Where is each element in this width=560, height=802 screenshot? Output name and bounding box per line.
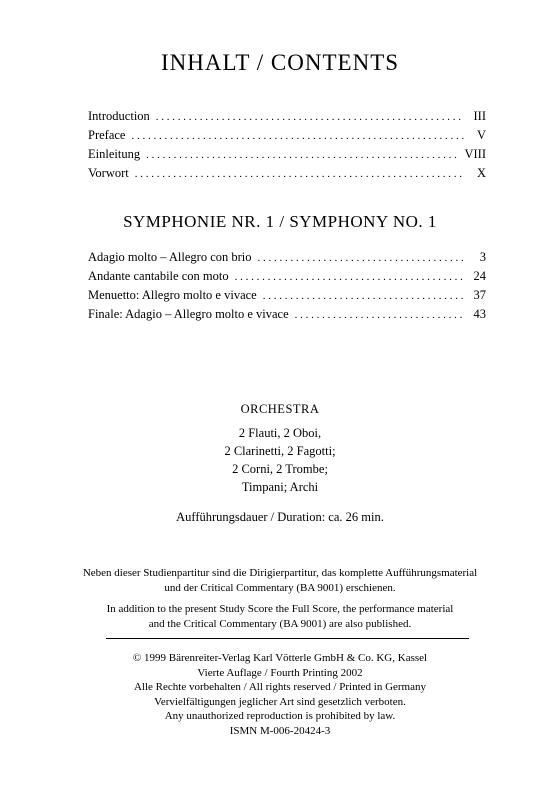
toc-entry-page: 43 <box>473 307 486 321</box>
symphony-title: SYMPHONIE NR. 1 / SYMPHONY NO. 1 <box>123 212 437 231</box>
toc-leader-dots <box>258 249 464 268</box>
imprint-line: Vierte Auflage / Fourth Printing 2002 <box>197 666 363 679</box>
toc-leader-dots <box>146 146 458 165</box>
imprint-line: Any unauthorized reproduction is prohibited by law. <box>164 710 396 722</box>
movements-toc <box>88 248 486 324</box>
toc-entry-page: 24 <box>473 269 486 283</box>
toc-entry-einleitung[interactable] <box>88 145 486 164</box>
toc-entry-movement-1[interactable] <box>88 248 486 267</box>
note-line: Neben dieser Studienpartitur sind die Dirigierpartitur, das komplette Aufführungsmaterial <box>82 567 478 579</box>
imprint-line: Vervielfältigungen jeglicher Art sind gesetzlich verboten. <box>154 695 406 708</box>
performance-duration: Aufführungsdauer / Duration: ca. 26 min. <box>176 510 384 524</box>
toc-entry-page: X <box>476 166 486 180</box>
imprint-line: © 1999 Bärenreiter-Verlag Karl Vötterle GmbH & Co. KG, Kassel <box>132 652 428 664</box>
toc-entry-label: Finale: Adagio – Allegro molto e vivace <box>88 307 289 321</box>
orchestra-instrumentation <box>0 424 560 496</box>
toc-entry-page: 3 <box>479 250 486 264</box>
toc-entry-label: Preface <box>88 128 126 142</box>
imprint-line: Alle Rechte vorbehalten / All rights reserved / Printed in Germany <box>133 681 427 693</box>
english-availability-note <box>0 602 560 632</box>
toc-leader-dots <box>295 306 464 325</box>
front-matter-toc <box>88 107 486 183</box>
toc-entry-label: Andante cantabile con moto <box>88 269 229 283</box>
toc-entry-movement-4[interactable] <box>88 305 486 324</box>
orchestra-heading: ORCHESTRA <box>240 402 320 416</box>
orchestra-line: 2 Clarinetti, 2 Fagotti; <box>224 444 336 458</box>
toc-entry-label: Einleitung <box>88 147 141 161</box>
toc-entry-movement-2[interactable] <box>88 267 486 286</box>
toc-entry-movement-3[interactable] <box>88 286 486 305</box>
note-line: In addition to the present Study Score the Full Score, the performance material <box>106 603 454 615</box>
toc-entry-label: Menuetto: Allegro molto e vivace <box>88 288 257 302</box>
page-title: INHALT / CONTENTS <box>160 50 400 75</box>
note-line: und der Critical Commentary (BA 9001) erschienen. <box>164 582 396 594</box>
toc-entry-preface[interactable] <box>88 126 486 145</box>
toc-leader-dots <box>263 287 464 306</box>
toc-entry-page: III <box>473 109 486 123</box>
copyright-imprint <box>0 651 560 738</box>
orchestra-line: Timpani; Archi <box>241 480 319 494</box>
orchestra-line: 2 Corni, 2 Trombe; <box>232 462 328 476</box>
toc-entry-page: 37 <box>473 288 486 302</box>
toc-entry-introduction[interactable] <box>88 107 486 126</box>
toc-entry-page: VIII <box>464 147 486 161</box>
toc-leader-dots <box>135 165 464 184</box>
toc-leader-dots <box>131 127 464 146</box>
toc-entry-label: Vorwort <box>88 166 129 180</box>
orchestra-line: 2 Flauti, 2 Oboi, <box>238 426 322 440</box>
toc-leader-dots <box>235 268 464 287</box>
toc-entry-label: Adagio molto – Allegro con brio <box>88 250 252 264</box>
toc-entry-page: V <box>476 128 486 142</box>
toc-leader-dots <box>156 108 464 127</box>
divider-rule <box>106 638 469 639</box>
toc-entry-vorwort[interactable] <box>88 164 486 183</box>
note-line: and the Critical Commentary (BA 9001) are also published. <box>148 618 412 630</box>
toc-entry-label: Introduction <box>88 109 150 123</box>
isbn-line: ISMN M-006-20424-3 <box>229 724 331 737</box>
german-availability-note <box>0 566 560 596</box>
